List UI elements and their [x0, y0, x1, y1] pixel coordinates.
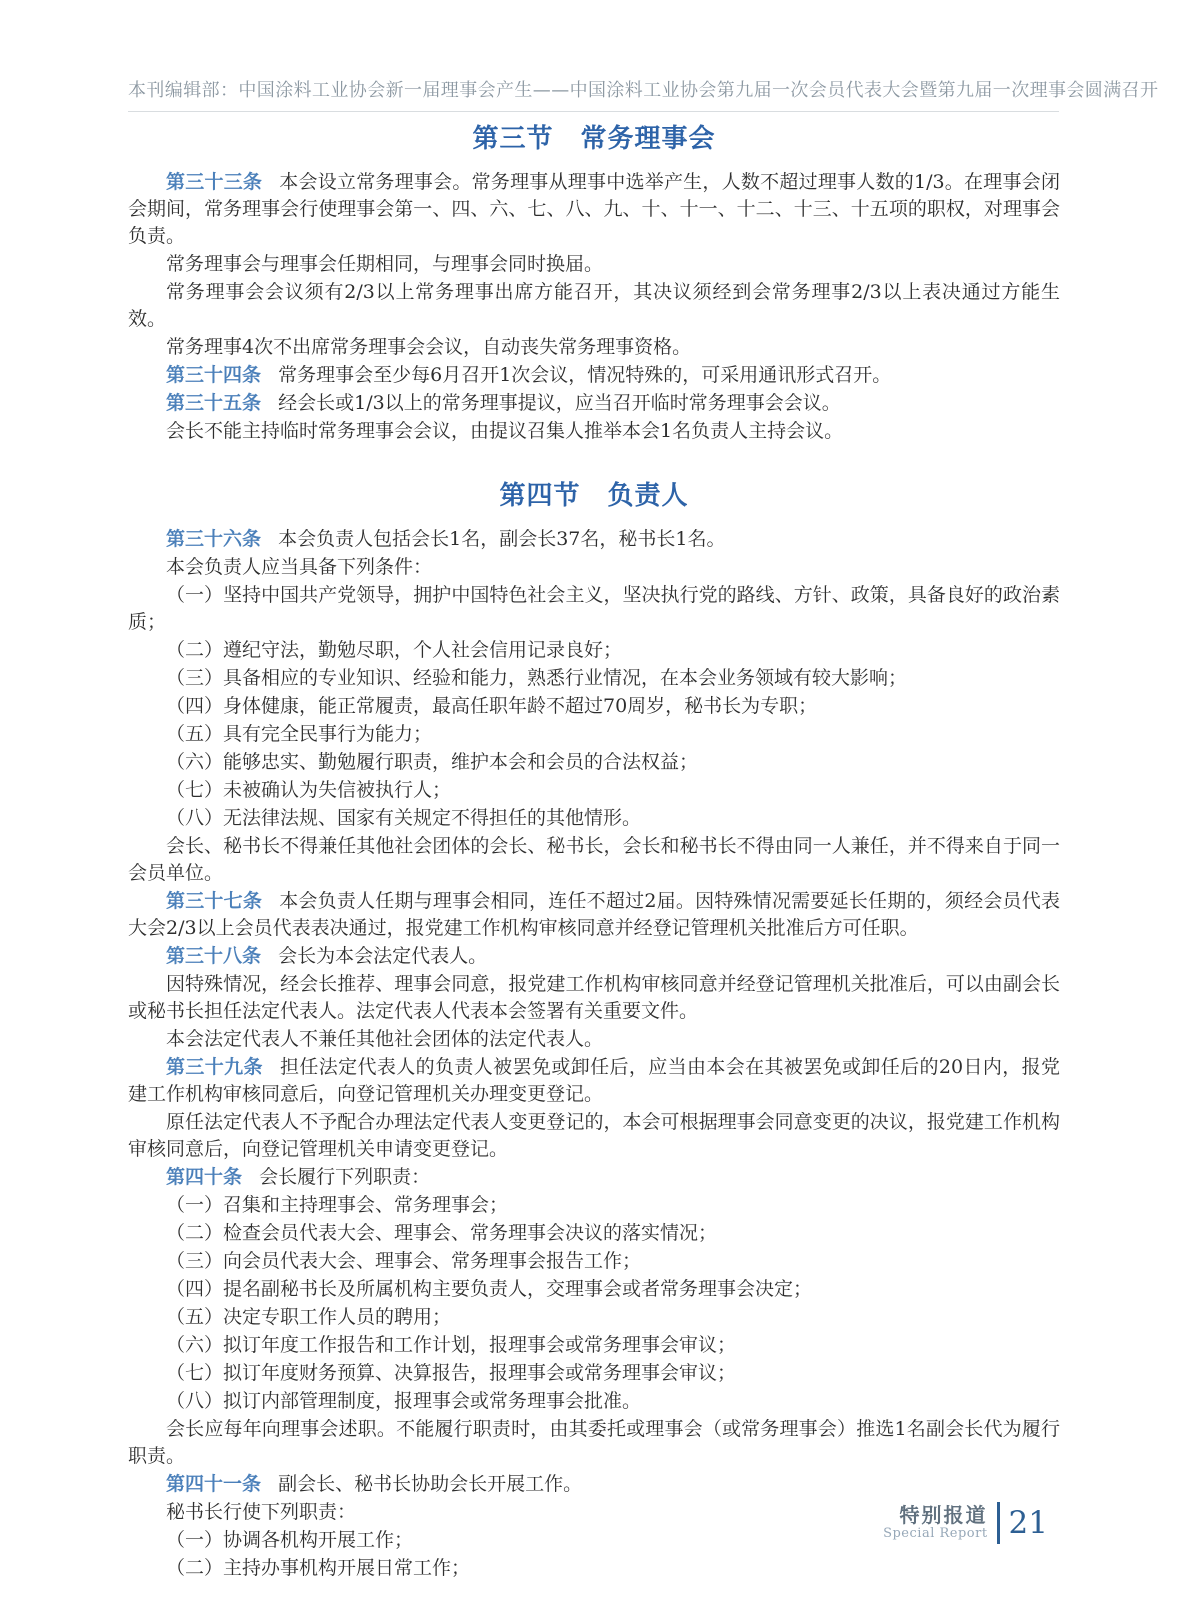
paragraph: [128, 637, 1060, 664]
paragraph-text: （七）未被确认为失信被执行人；: [166, 779, 452, 801]
paragraph: [128, 1332, 1060, 1359]
clause-number-label: 第三十五条: [166, 392, 262, 414]
paragraph-text: （五）具有完全民事行为能力；: [166, 723, 433, 745]
section-title: 第三节 常务理事会: [472, 124, 716, 154]
paragraph-text: （二）遵纪守法，勤勉尽职，个人社会信用记录良好；: [166, 639, 623, 661]
clause-paragraph: [128, 169, 1060, 250]
paragraph: [128, 777, 1060, 804]
footer-labels: [883, 1504, 987, 1542]
paragraph: [128, 1304, 1060, 1331]
clause-number-label: 第三十六条: [166, 528, 262, 550]
paragraph: [128, 1276, 1060, 1303]
clause-number-label: 第三十七条: [166, 890, 263, 912]
paragraph-text: （三）具备相应的专业知识、经验和能力，熟悉行业情况，在本会业务领域有较大影响；: [166, 667, 908, 689]
paragraph-text: （二）主持办事机构开展日常工作；: [166, 1557, 471, 1579]
clause-paragraph: [128, 1471, 1060, 1498]
paragraph-text: （三）向会员代表大会、理事会、常务理事会报告工作；: [166, 1250, 642, 1272]
section-title: 第四节 负责人: [499, 481, 689, 511]
paragraph: [128, 554, 1060, 581]
clause-number-label: 第三十四条: [166, 364, 262, 386]
paragraph-text: 会长履行下列职责：: [259, 1166, 431, 1188]
paragraph: [128, 1248, 1060, 1275]
paragraph-text: 本会负责人任期与理事会相同，连任不超过2届。因特殊情况需要延长任期的，须经会员代表大会2/3以上会员代表表决通过，报党建工作机构审核同意并经登记管理机关批准后方可任职。: [128, 890, 1060, 939]
paragraph: [128, 1360, 1060, 1387]
paragraph: [128, 251, 1060, 278]
paragraph-text: 会长为本会法定代表人。: [278, 945, 488, 967]
paragraph-text: 副会长、秘书长协助会长开展工作。: [278, 1473, 583, 1495]
paragraph-text: （六）拟订年度工作报告和工作计划，报理事会或常务理事会审议；: [166, 1334, 737, 1356]
paragraph-text: （七）拟订年度财务预算、决算报告，报理事会或常务理事会审议；: [166, 1362, 737, 1384]
paragraph: [128, 1192, 1060, 1219]
document-content: [128, 118, 1060, 1583]
paragraph: [128, 665, 1060, 692]
paragraph-text: 本会负责人包括会长1名，副会长37名，秘书长1名。: [278, 528, 726, 550]
paragraph: [128, 1026, 1060, 1053]
section: [128, 475, 1060, 1582]
paragraph-text: 因特殊情况，经会长推荐、理事会同意，报党建工作机构审核同意并经登记管理机关批准后，可以由副会长或秘书长担任法定代表人。法定代表人代表本会签署有关重要文件。: [128, 973, 1060, 1022]
clause-number-label: 第四十一条: [166, 1473, 262, 1495]
paragraph-text: 常务理事4次不出席常务理事会会议，自动丧失常务理事资格。: [166, 336, 692, 358]
paragraph-text: （六）能够忠实、勤勉履行职责，维护本会和会员的合法权益；: [166, 751, 699, 773]
page-number: 21: [1008, 1505, 1048, 1541]
clause-paragraph: [128, 888, 1060, 942]
paragraph-text: 担任法定代表人的负责人被罢免或卸任后，应当由本会在其被罢免或卸任后的20日内，报党建工作机构审核同意后，向登记管理机关办理变更登记。: [128, 1056, 1060, 1105]
paragraph-text: （五）决定专职工作人员的聘用；: [166, 1306, 452, 1328]
paragraph: [128, 582, 1060, 636]
clause-paragraph: [128, 943, 1060, 970]
paragraph: [128, 279, 1060, 333]
paragraph-text: （四）提名副秘书长及所属机构主要负责人，交理事会或者常务理事会决定；: [166, 1278, 813, 1300]
page-footer: [883, 1502, 1048, 1544]
paragraph: [128, 1555, 1060, 1582]
paragraph: [128, 971, 1060, 1025]
clause-paragraph: [128, 1164, 1060, 1191]
paragraph: [128, 693, 1060, 720]
clause-number-label: 第三十九条: [166, 1056, 263, 1078]
clause-paragraph: [128, 1054, 1060, 1108]
paragraph-text: 本会设立常务理事会。常务理事从理事中选举产生，人数不超过理事人数的1/3。在理事会闭会期间，常务理事会行使理事会第一、四、六、七、八、九、十、十一、十二、十三、十五项的职权，对理事会负责。: [128, 171, 1060, 247]
clause-paragraph: [128, 362, 1060, 389]
paragraph-text: （二）检查会员代表大会、理事会、常务理事会决议的落实情况；: [166, 1222, 718, 1244]
paragraph-text: 会长应每年向理事会述职。不能履行职责时，由其委托或理事会（或常务理事会）推选1名副会长代为履行职责。: [128, 1418, 1060, 1467]
paragraph-text: 本会负责人应当具备下列条件：: [166, 556, 433, 578]
paragraph-text: 常务理事会与理事会任期相同，与理事会同时换届。: [166, 253, 604, 275]
clause-number-label: 第四十条: [166, 1166, 243, 1188]
paragraph: [128, 1109, 1060, 1163]
paragraph-text: 会长、秘书长不得兼任其他社会团体的会长、秘书长，会长和秘书长不得由同一人兼任，并不得来自于同一会员单位。: [128, 835, 1060, 884]
paragraph: [128, 1220, 1060, 1247]
paragraph-text: 常务理事会会议须有2/3以上常务理事出席方能召开，其决议须经到会常务理事2/3以上表决通过方能生效。: [128, 281, 1060, 330]
paragraph: [128, 721, 1060, 748]
footer-section-label-en: Special Report: [883, 1526, 988, 1541]
paragraph-text: （一）协调各机构开展工作；: [166, 1529, 414, 1551]
paragraph: [128, 418, 1060, 445]
paragraph-text: 会长不能主持临时常务理事会会议，由提议召集人推举本会1名负责人主持会议。: [166, 420, 844, 442]
paragraph-text: 经会长或1/3以上的常务理事提议，应当召开临时常务理事会会议。: [278, 392, 841, 414]
paragraph-text: 原任法定代表人不予配合办理法定代表人变更登记的，本会可根据理事会同意变更的决议，报党建工作机构审核同意后，向登记管理机关申请变更登记。: [128, 1111, 1060, 1160]
footer-divider-bar: [997, 1502, 1000, 1544]
clause-paragraph: [128, 526, 1060, 553]
paragraph: [128, 334, 1060, 361]
paragraph-text: （一）召集和主持理事会、常务理事会；: [166, 1194, 509, 1216]
paragraph: [128, 833, 1060, 887]
paragraph: [128, 805, 1060, 832]
footer-section-label-cn: 特别报道: [899, 1503, 988, 1527]
clause-paragraph: [128, 390, 1060, 417]
running-head: 本刊编辑部：中国涂料工业协会新一届理事会产生——中国涂料工业协会第九届一次会员代表大会暨第九届一次理事会圆满召开: [128, 76, 1059, 112]
paragraph-text: （四）身体健康，能正常履责，最高任职年龄不超过70周岁，秘书长为专职；: [166, 695, 818, 717]
paragraph-text: 本会法定代表人不兼任其他社会团体的法定代表人。: [166, 1028, 604, 1050]
paragraph-text: （八）无法律法规、国家有关规定不得担任的其他情形。: [166, 807, 642, 829]
paragraph: [128, 1388, 1060, 1415]
paragraph-text: （一）坚持中国共产党领导，拥护中国特色社会主义，坚决执行党的路线、方针、政策，具备良好的政治素质；: [128, 584, 1060, 633]
paragraph: [128, 749, 1060, 776]
paragraph-text: 常务理事会至少每6月召开1次会议，情况特殊的，可采用通讯形式召开。: [278, 364, 892, 386]
paragraph-text: （八）拟订内部管理制度，报理事会或常务理事会批准。: [166, 1390, 642, 1412]
paragraph-text: 秘书长行使下列职责：: [166, 1501, 357, 1523]
section: [128, 118, 1060, 445]
clause-number-label: 第三十八条: [166, 945, 262, 967]
paragraph: [128, 1416, 1060, 1470]
clause-number-label: 第三十三条: [166, 171, 263, 193]
